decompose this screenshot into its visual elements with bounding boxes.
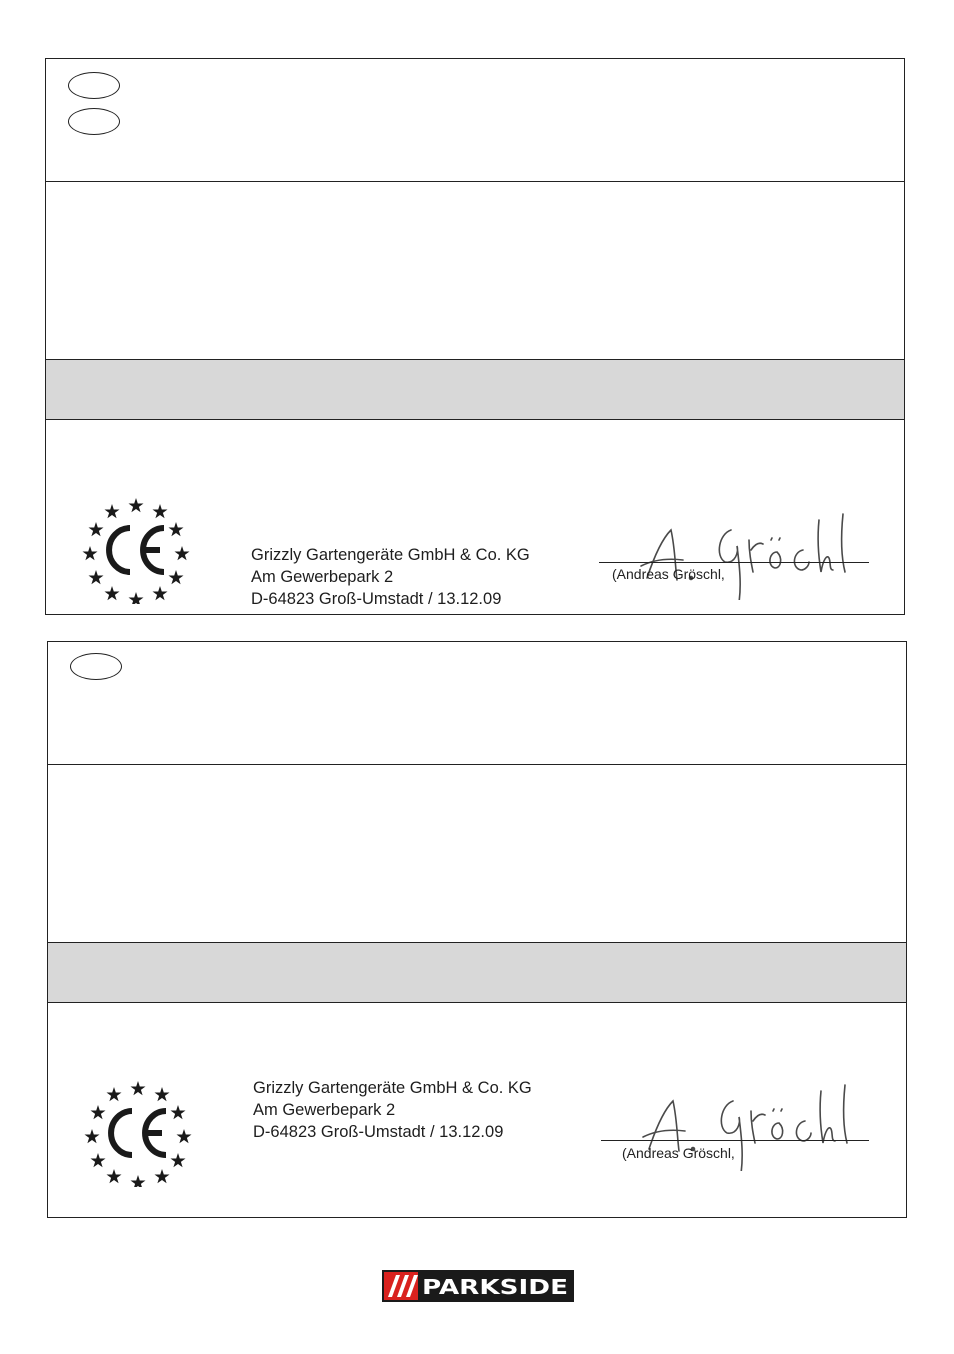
eu-stars <box>83 498 190 604</box>
star-icon <box>89 570 104 584</box>
eu-stars <box>85 1081 192 1187</box>
star-icon <box>171 1105 186 1119</box>
signatory-name: (Andreas Gröschl, <box>612 566 725 582</box>
signatory-name: (Andreas Gröschl, <box>622 1145 735 1161</box>
star-icon <box>155 1169 170 1183</box>
signature-line <box>599 562 869 563</box>
ce-letters <box>111 1111 166 1155</box>
star-icon <box>175 546 190 560</box>
manufacturer-address <box>253 1077 532 1143</box>
star-icon <box>155 1087 170 1101</box>
handwritten-signature <box>631 500 851 600</box>
declaration-card-2 <box>47 641 907 1218</box>
declaration-text-row <box>48 765 906 943</box>
star-icon <box>91 1105 106 1119</box>
language-badge-oval <box>68 108 120 135</box>
star-icon <box>89 522 104 536</box>
star-icon <box>85 1129 100 1143</box>
star-icon <box>105 586 120 600</box>
company-name: Grizzly Gartengeräte GmbH & Co. KG <box>251 546 530 564</box>
street-address: Am Gewerbepark 2 <box>251 568 394 586</box>
star-icon <box>131 1175 146 1187</box>
star-icon <box>129 592 144 604</box>
ce-mark-icon <box>80 492 192 604</box>
parkside-logo <box>382 1270 574 1302</box>
street-address: Am Gewerbepark 2 <box>253 1101 396 1119</box>
language-badge-oval <box>68 72 120 99</box>
ce-mark-icon <box>82 1075 194 1187</box>
language-header-row <box>48 642 906 765</box>
star-icon <box>129 498 144 512</box>
language-header-row <box>46 59 904 182</box>
signature-row <box>46 420 904 616</box>
declaration-card-1 <box>45 58 905 615</box>
declaration-text-row <box>46 182 904 360</box>
parkside-logo-text: PARKSIDE <box>422 1275 568 1299</box>
city-and-date: D-64823 Groß-Umstadt / 13.12.09 <box>251 590 502 608</box>
signature-row <box>48 1003 906 1219</box>
star-icon <box>83 546 98 560</box>
star-icon <box>105 504 120 518</box>
star-icon <box>169 570 184 584</box>
star-icon <box>91 1153 106 1167</box>
signature-line <box>601 1140 869 1141</box>
shaded-band-row <box>48 943 906 1003</box>
star-icon <box>107 1169 122 1183</box>
star-icon <box>171 1153 186 1167</box>
star-icon <box>131 1081 146 1095</box>
star-icon <box>153 504 168 518</box>
manufacturer-address <box>251 544 530 610</box>
star-icon <box>177 1129 192 1143</box>
language-badge-oval <box>70 653 122 680</box>
shaded-band-row <box>46 360 904 420</box>
star-icon <box>107 1087 122 1101</box>
ce-letters <box>109 528 164 572</box>
city-and-date: D-64823 Groß-Umstadt / 13.12.09 <box>253 1123 504 1141</box>
star-icon <box>153 586 168 600</box>
star-icon <box>169 522 184 536</box>
company-name: Grizzly Gartengeräte GmbH & Co. KG <box>253 1079 532 1097</box>
